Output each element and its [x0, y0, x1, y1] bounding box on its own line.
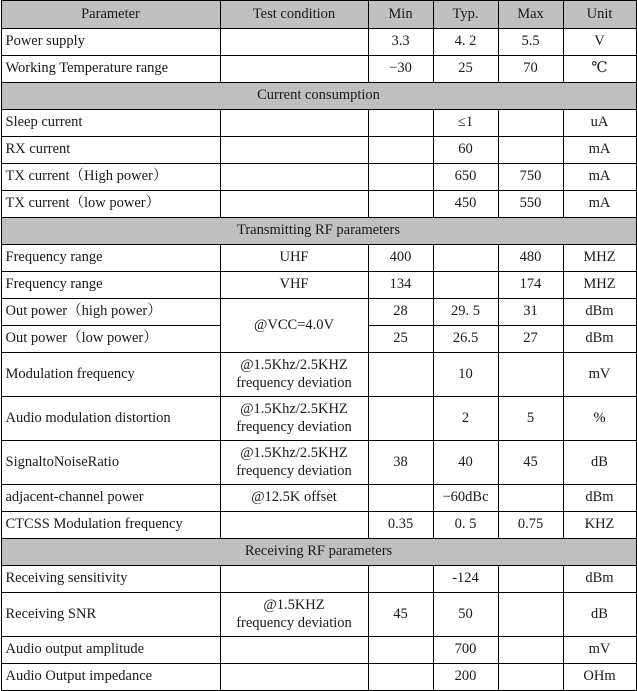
cell-unit: dBm: [563, 326, 636, 353]
cell-min: 134: [368, 272, 433, 299]
cell-typ: 50: [433, 593, 498, 637]
cell-min: [368, 353, 433, 397]
cell-unit: MHZ: [563, 272, 636, 299]
cell-unit: OHm: [563, 664, 636, 691]
cell-max: [498, 485, 563, 512]
cell-parameter: CTCSS Modulation frequency: [1, 512, 220, 539]
cell-typ: ≤1: [433, 110, 498, 137]
cell-min: [368, 137, 433, 164]
column-header-min: Min: [368, 1, 433, 29]
section-header-transmitting-rf: [1, 218, 636, 245]
cell-parameter: Out power（high power）: [1, 299, 220, 326]
condition-line-2: frequency deviation: [236, 614, 352, 631]
specification-table: [1, 0, 637, 691]
table-row: [1, 441, 636, 485]
cell-condition: VHF: [220, 272, 368, 299]
section-title: Current consumption: [1, 83, 636, 110]
cell-parameter: Receiving sensitivity: [1, 566, 220, 593]
cell-typ: -124: [433, 566, 498, 593]
cell-condition: [220, 664, 368, 691]
table-row: [1, 137, 636, 164]
condition-line-1: @1.5Khz/2.5KHZ: [240, 357, 348, 374]
cell-condition: [220, 512, 368, 539]
cell-min: [368, 191, 433, 218]
cell-max: 480: [498, 245, 563, 272]
cell-condition: UHF: [220, 245, 368, 272]
table-row: [1, 593, 636, 637]
section-header-current-consumption: [1, 83, 636, 110]
cell-max: [498, 566, 563, 593]
section-title: Transmitting RF parameters: [1, 218, 636, 245]
cell-max: [498, 137, 563, 164]
cell-condition: [220, 56, 368, 83]
section-title: Receiving RF parameters: [1, 539, 636, 566]
cell-unit: dBm: [563, 299, 636, 326]
cell-max: 70: [498, 56, 563, 83]
cell-condition: [220, 566, 368, 593]
cell-max: 0.75: [498, 512, 563, 539]
cell-condition: [220, 29, 368, 56]
cell-condition: [220, 637, 368, 664]
cell-max: 174: [498, 272, 563, 299]
cell-typ: 2: [433, 397, 498, 441]
cell-unit: mA: [563, 164, 636, 191]
table-row: [1, 664, 636, 691]
cell-parameter: Audio output amplitude: [1, 637, 220, 664]
cell-min: 28: [368, 299, 433, 326]
cell-parameter: Working Temperature range: [1, 56, 220, 83]
table-row: [1, 110, 636, 137]
cell-typ: 200: [433, 664, 498, 691]
cell-typ: 10: [433, 353, 498, 397]
cell-typ: 29. 5: [433, 299, 498, 326]
cell-max: 5: [498, 397, 563, 441]
cell-condition: [220, 137, 368, 164]
cell-unit: V: [563, 29, 636, 56]
column-header-parameter: Parameter: [1, 1, 220, 29]
table-row: [1, 512, 636, 539]
cell-min: [368, 637, 433, 664]
cell-parameter: Audio modulation distortion: [1, 397, 220, 441]
cell-min: [368, 566, 433, 593]
cell-unit: mV: [563, 637, 636, 664]
table-header-row: [1, 1, 636, 29]
cell-unit: dBm: [563, 485, 636, 512]
cell-min: 38: [368, 441, 433, 485]
cell-condition: [220, 353, 368, 397]
table-row: [1, 245, 636, 272]
cell-condition: [220, 397, 368, 441]
table-row: [1, 191, 636, 218]
cell-max: 550: [498, 191, 563, 218]
cell-min: 25: [368, 326, 433, 353]
cell-typ: 700: [433, 637, 498, 664]
cell-typ: [433, 272, 498, 299]
cell-min: [368, 664, 433, 691]
table-row: [1, 164, 636, 191]
condition-line-1: @1.5Khz/2.5KHZ: [240, 401, 348, 418]
table-row: [1, 272, 636, 299]
table-row: [1, 566, 636, 593]
column-header-unit: Unit: [563, 1, 636, 29]
cell-unit: mA: [563, 137, 636, 164]
cell-parameter: Out power（low power）: [1, 326, 220, 353]
cell-min: 3.3: [368, 29, 433, 56]
table-row: [1, 353, 636, 397]
condition-line-2: frequency deviation: [236, 462, 352, 479]
cell-parameter: Audio Output impedance: [1, 664, 220, 691]
cell-max: 5.5: [498, 29, 563, 56]
cell-max: 31: [498, 299, 563, 326]
cell-min: 45: [368, 593, 433, 637]
cell-typ: 650: [433, 164, 498, 191]
cell-min: [368, 110, 433, 137]
cell-condition: [220, 593, 368, 637]
cell-condition: [220, 110, 368, 137]
cell-typ: 40: [433, 441, 498, 485]
cell-unit: mA: [563, 191, 636, 218]
cell-min: [368, 164, 433, 191]
table-row: [1, 29, 636, 56]
cell-parameter: SignaltoNoiseRatio: [1, 441, 220, 485]
cell-typ: [433, 245, 498, 272]
cell-unit: dB: [563, 441, 636, 485]
cell-parameter: TX current（High power）: [1, 164, 220, 191]
cell-max: [498, 353, 563, 397]
cell-condition: [220, 441, 368, 485]
cell-parameter: Sleep current: [1, 110, 220, 137]
cell-max: [498, 110, 563, 137]
cell-unit: MHZ: [563, 245, 636, 272]
cell-typ: 0. 5: [433, 512, 498, 539]
table-row: [1, 397, 636, 441]
cell-typ: 4. 2: [433, 29, 498, 56]
cell-unit: dB: [563, 593, 636, 637]
condition-line-2: frequency deviation: [236, 418, 352, 435]
cell-typ: 450: [433, 191, 498, 218]
cell-unit: mV: [563, 353, 636, 397]
cell-max: [498, 664, 563, 691]
cell-min: [368, 485, 433, 512]
table-row: [1, 637, 636, 664]
cell-unit: dBm: [563, 566, 636, 593]
cell-parameter: RX current: [1, 137, 220, 164]
cell-typ: −60dBc: [433, 485, 498, 512]
cell-condition: [220, 191, 368, 218]
cell-max: 45: [498, 441, 563, 485]
column-header-test-condition: Test condition: [220, 1, 368, 29]
cell-max: 750: [498, 164, 563, 191]
cell-max: [498, 593, 563, 637]
table-row: [1, 56, 636, 83]
section-header-receiving-rf: [1, 539, 636, 566]
cell-min: 0.35: [368, 512, 433, 539]
cell-typ: 60: [433, 137, 498, 164]
cell-condition-merged: @VCC=4.0V: [220, 299, 368, 353]
cell-min: −30: [368, 56, 433, 83]
column-header-max: Max: [498, 1, 563, 29]
cell-unit: KHZ: [563, 512, 636, 539]
condition-line-1: @1.5KHZ: [263, 597, 325, 614]
cell-condition: [220, 164, 368, 191]
cell-unit: %: [563, 397, 636, 441]
table-row: [1, 299, 636, 326]
cell-parameter: Frequency range: [1, 272, 220, 299]
table-row: [1, 485, 636, 512]
cell-parameter: TX current（low power）: [1, 191, 220, 218]
cell-max: 27: [498, 326, 563, 353]
cell-unit: ℃: [563, 56, 636, 83]
cell-min: 400: [368, 245, 433, 272]
cell-parameter: Receiving SNR: [1, 593, 220, 637]
column-header-typ: Typ.: [433, 1, 498, 29]
cell-max: [498, 637, 563, 664]
condition-line-1: @1.5Khz/2.5KHZ: [240, 445, 348, 462]
cell-typ: 25: [433, 56, 498, 83]
cell-parameter: Modulation frequency: [1, 353, 220, 397]
cell-typ: 26.5: [433, 326, 498, 353]
cell-min: [368, 397, 433, 441]
cell-parameter: Frequency range: [1, 245, 220, 272]
cell-condition: @12.5K offset: [220, 485, 368, 512]
cell-unit: uA: [563, 110, 636, 137]
cell-parameter: adjacent-channel power: [1, 485, 220, 512]
cell-parameter: Power supply: [1, 29, 220, 56]
condition-line-2: frequency deviation: [236, 374, 352, 391]
